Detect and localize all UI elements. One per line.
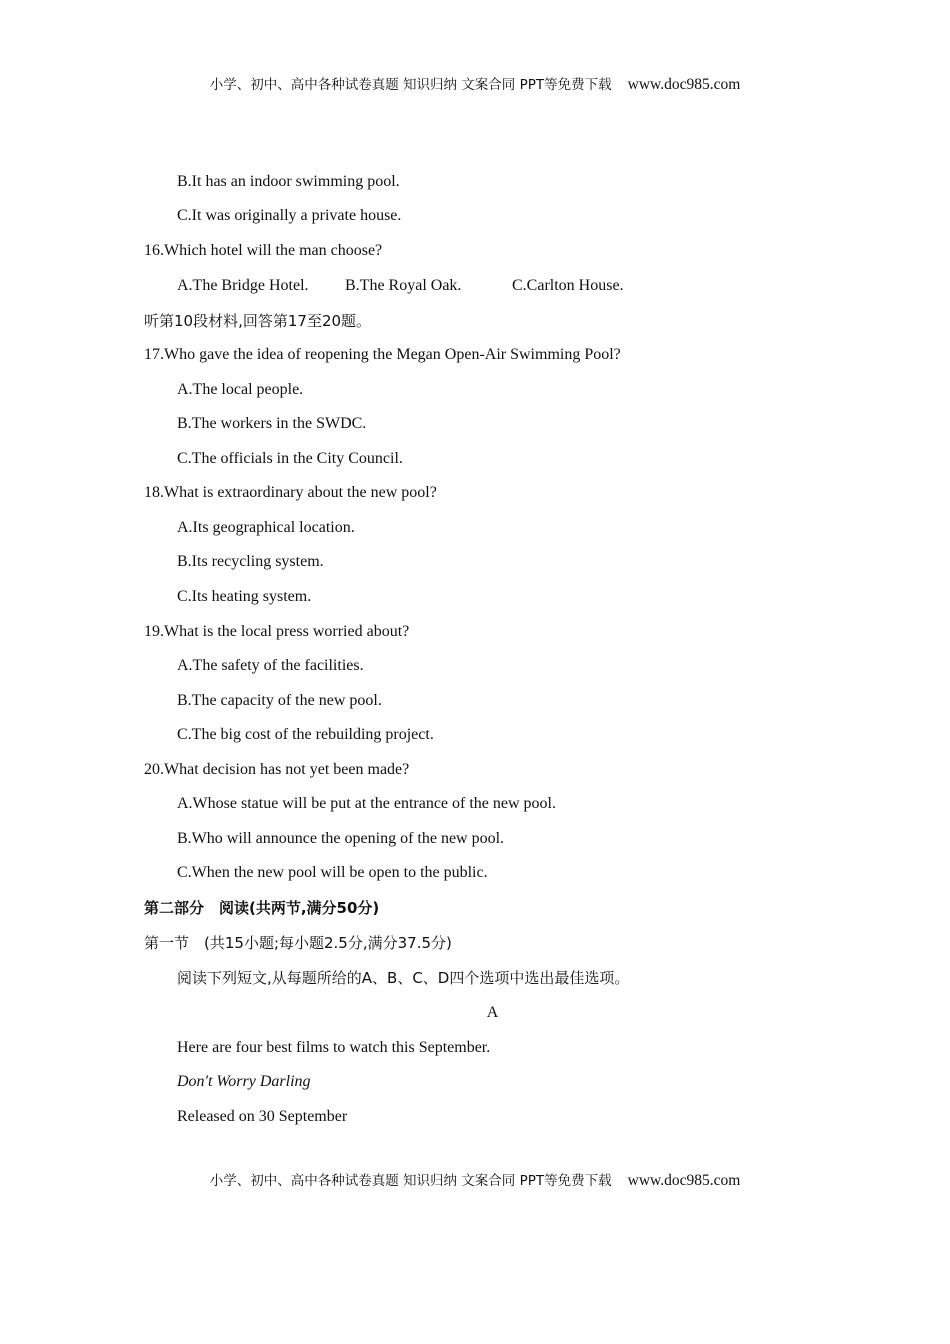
footer-text: 小学、初中、高中各种试卷真题 知识归纳 文案合同 PPT等免费下载 [209,1173,612,1189]
option-19c: C.The big cost of the rebuilding project. [177,726,434,743]
question-19: 19.What is the local press worried about? [144,623,410,640]
question-18: 18.What is extraordinary about the new pool? [144,484,437,501]
option-20a: A.Whose statue will be put at the entrance of the new pool. [177,795,556,812]
option-16c: C.Carlton House. [512,277,624,294]
option-19a: A.The safety of the facilities. [177,657,364,674]
option-15c: C.It was originally a private house. [177,207,402,224]
option-20c: C.When the new pool will be open to the public. [177,864,488,881]
page-header [0,73,950,94]
question-16: 16.Which hotel will the man choose? [144,242,383,259]
option-18a: A.Its geographical location. [177,519,355,536]
instruction-section-10: 听第10段材料,回答第17至20题。 [144,312,372,330]
question-20: 20.What decision has not yet been made? [144,761,410,778]
option-17c: C.The officials in the City Council. [177,450,403,467]
header-url: www.doc985.com [627,76,741,93]
footer-url: www.doc985.com [627,1172,741,1189]
film-release-date: Released on 30 September [177,1108,348,1125]
q16-options [177,276,624,296]
option-17a: A.The local people. [177,381,304,398]
option-18c: C.Its heating system. [177,588,312,605]
question-17: 17.Who gave the idea of reopening the Megan Open-Air Swimming Pool? [144,346,621,363]
option-17b: B.The workers in the SWDC. [177,415,367,432]
option-15b: B.It has an indoor swimming pool. [177,173,400,190]
passage-label: A [486,1004,499,1021]
part-two-heading: 第二部分 阅读(共两节,满分50分) [144,899,380,917]
section-one-heading: 第一节 (共15小题;每小题2.5分,满分37.5分) [144,934,452,952]
passage-intro: Here are four best films to watch this September. [177,1039,491,1056]
option-19b: B.The capacity of the new pool. [177,692,382,709]
option-16a: A.The Bridge Hotel. [177,277,309,294]
header-text: 小学、初中、高中各种试卷真题 知识归纳 文案合同 PPT等免费下载 [209,77,612,93]
page-footer [0,1169,950,1190]
film-title: Don't Worry Darling [177,1073,311,1090]
reading-instruction: 阅读下列短文,从每题所给的A、B、C、D四个选项中选出最佳选项。 [177,969,630,987]
option-18b: B.Its recycling system. [177,553,324,570]
option-16b: B.The Royal Oak. [345,277,462,294]
option-20b: B.Who will announce the opening of the new pool. [177,830,505,847]
